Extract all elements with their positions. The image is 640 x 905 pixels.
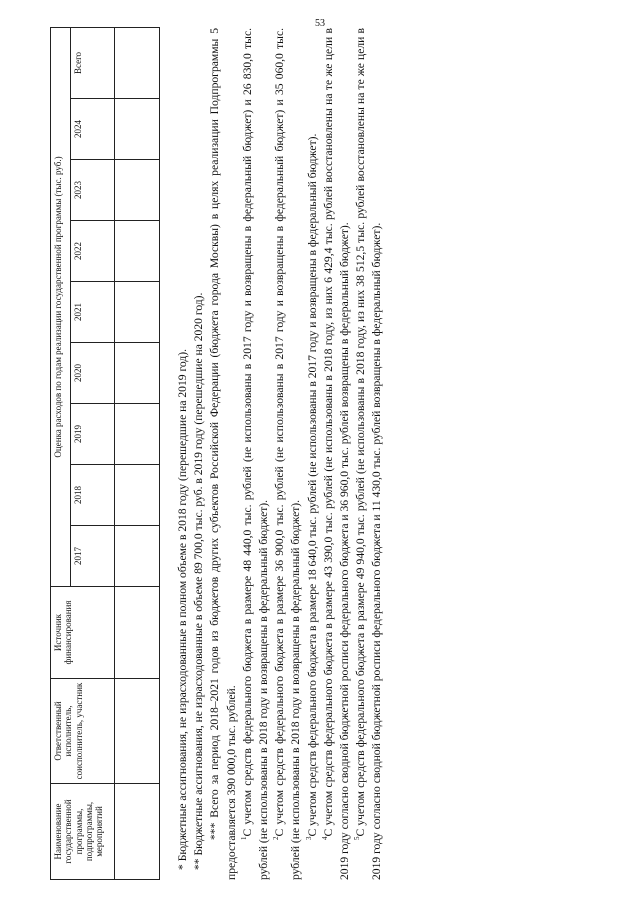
note-double-star: ** Бюджетные ассигнования, не израсходованные в объеме 89 700,0 тыс. руб. в 2019 году (перешедшие на 2020 год). — [192, 292, 206, 870]
header-year-2022: 2022 — [71, 221, 115, 282]
footnote-5: $^5$С учетом средств федерального бюджета в размере 49 940,0 тыс. рублей (не использованы в 2018 году, из них 38 512,5 тыс. рублей восстановлены на те же цели в 2019 году согласно сводной бюджетной росписи федерального бюджета и 11 430,0 тыс. рублей возвращены в федеральный бюджет). — [353, 28, 384, 880]
header-year-2017: 2017 — [71, 526, 115, 587]
table-cell — [115, 282, 160, 343]
header-year-2021: 2021 — [71, 282, 115, 343]
header-funding-source: Источник финансирования — [51, 587, 115, 679]
footnote-2: $^2$С учетом средств федерального бюджета в размере 36 900,0 тыс. рублей (не использованы в 2017 году и возвращены в федеральный бюджет) и 35 060,0 тыс. рублей (не использованы в 2018 году и возвращены в федеральный бюджет). — [272, 28, 303, 880]
footnotes — [175, 28, 386, 880]
header-year-2018: 2018 — [71, 465, 115, 526]
table-cell — [115, 27, 160, 98]
table-cell — [115, 404, 160, 465]
page-number: 53 — [315, 18, 325, 29]
note-triple-star: *** Всего за период 2018–2021 годов из бюджетов других субъектов Российской Федерации (бюджета города Москвы) в целях реализации Подпрограммы 5 предоставляется 390 000,0 тыс. рублей. — [208, 28, 238, 880]
header-executor: Ответственный исполнитель, соисполнитель, участник — [51, 679, 115, 784]
table-cell — [115, 784, 160, 880]
table-cell — [115, 99, 160, 160]
header-year-2019: 2019 — [71, 404, 115, 465]
header-total: Всего — [71, 27, 115, 98]
header-expense-estimate: Оценка расходов по годам реализации государственной программы (тыс. руб.) — [51, 27, 71, 586]
table-cell — [115, 679, 160, 784]
table-cell — [115, 160, 160, 221]
rotated-page-content — [50, 20, 610, 880]
header-year-2023: 2023 — [71, 160, 115, 221]
table-cell — [115, 221, 160, 282]
header-program-name: Наименование государственной программы, подпрограммы, мероприятий — [51, 784, 115, 880]
table-cell — [115, 587, 160, 679]
header-year-2020: 2020 — [71, 343, 115, 404]
table-row — [115, 27, 160, 879]
table-cell — [115, 465, 160, 526]
note-single-star: * Бюджетные ассигнования, не израсходованные в полном объеме в 2018 году (перешедшие на 2019 год). — [176, 348, 189, 870]
budget-table — [50, 27, 160, 880]
footnote-4: $^4$С учетом средств федерального бюджета в размере 43 390,0 тыс. рублей (не использованы в 2018 году, из них 6 429,4 тыс. рублей восстановлены на те же цели в 2019 году согласно сводной бюджетной росписи федерального бюджета и 36 960,0 тыс. рублей возвращены в федеральный бюджет). — [320, 28, 352, 880]
header-year-2024: 2024 — [71, 99, 115, 160]
footnote-1: $^1$С учетом средств федерального бюджета в размере 48 440,0 тыс. рублей (не использованы в 2017 году и возвращены в федеральный бюджет) и 26 830,0 тыс. рублей (не использованы в 2018 году и возвращены в федеральный бюджет). — [239, 28, 271, 880]
footnote-3: $^3$С учетом средств федерального бюджета в размере 18 640,0 тыс. рублей (не использованы в 2017 году и возвращены в федеральный бюджет). — [304, 133, 319, 840]
table-cell — [115, 526, 160, 587]
table-cell — [115, 343, 160, 404]
